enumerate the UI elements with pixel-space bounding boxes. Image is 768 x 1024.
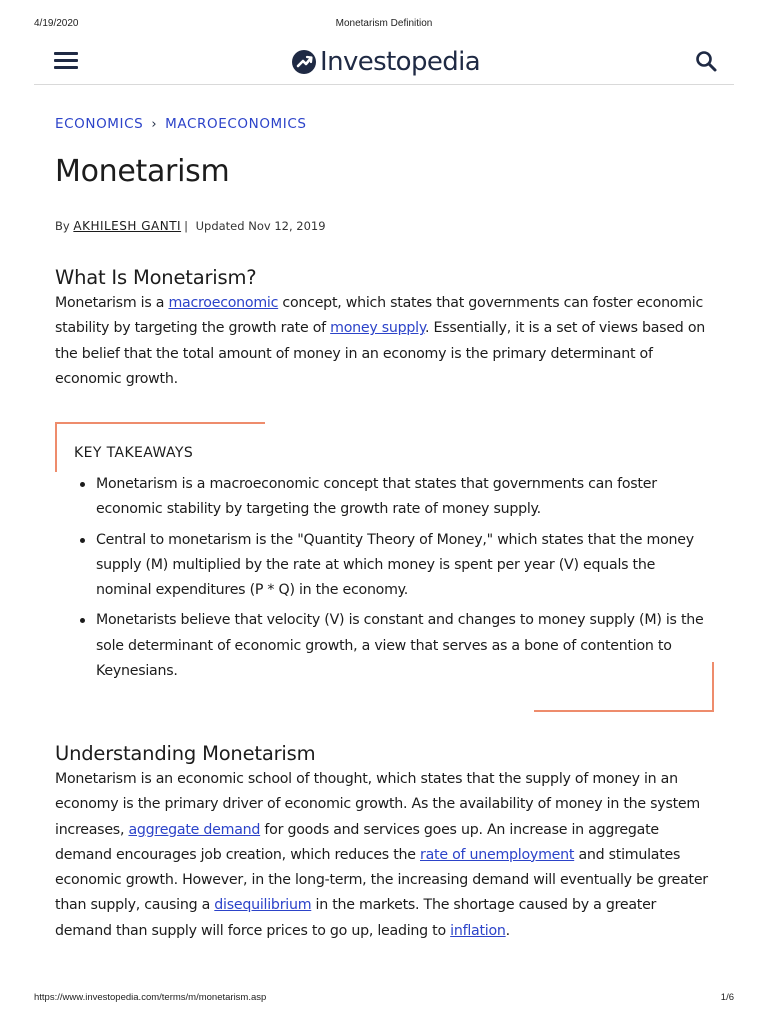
key-takeaways-list xyxy=(74,472,704,689)
investopedia-logo[interactable] xyxy=(292,46,480,78)
site-header xyxy=(34,40,734,85)
key-takeaways-box xyxy=(55,422,714,712)
page-title: Monetarism xyxy=(55,154,230,189)
breadcrumb-item-economics[interactable]: ECONOMICS xyxy=(55,116,144,132)
updated-date: Updated Nov 12, 2019 xyxy=(195,219,326,233)
link-inflation[interactable]: inflation xyxy=(450,922,506,939)
list-item xyxy=(74,528,704,604)
logo-mark-icon xyxy=(292,50,316,74)
box-border-accent xyxy=(55,422,265,424)
bullet-icon xyxy=(80,618,85,623)
text-run: . Essentially, it is a set of views based on the belief that the total amount of money in an economy is the primary determinant of economic growth. xyxy=(55,320,705,387)
list-item xyxy=(74,608,704,684)
byline-by: By xyxy=(55,219,70,233)
list-item xyxy=(74,472,704,523)
byline-separator: | xyxy=(184,219,188,233)
text-run: concept, which states that governments can foster economic stability by targeting the growth rate of xyxy=(55,295,704,337)
print-header xyxy=(0,18,768,32)
print-date: 4/19/2020 xyxy=(34,18,79,29)
key-takeaways-title: KEY TAKEAWAYS xyxy=(74,445,194,461)
chevron-right-icon: › xyxy=(151,116,158,132)
understanding-paragraph xyxy=(55,767,715,944)
box-border-accent xyxy=(55,422,57,472)
link-money-supply[interactable]: money supply xyxy=(330,320,425,337)
intro-paragraph xyxy=(55,291,715,392)
text-run: in the markets. The shortage caused by a greater demand than supply will force prices to go up, leading to xyxy=(55,897,657,939)
bullet-icon xyxy=(80,482,85,487)
text-run: for goods and services goes up. An increase in aggregate demand encourages job creation, which reduces the xyxy=(55,821,659,863)
text-run: Monetarism is a xyxy=(55,295,169,311)
list-item-text: Central to monetarism is the "Quantity Theory of Money," which states that the money supply (M) multiplied by the rate at which money is spent per year (V) equals the nominal expenditures (P * Q) in the economy. xyxy=(96,531,694,599)
link-disequilibrium[interactable]: disequilibrium xyxy=(214,897,312,914)
text-run: . xyxy=(505,922,510,939)
section-heading-what-is: What Is Monetarism? xyxy=(55,266,257,289)
link-rate-of-unemployment[interactable]: rate of unemployment xyxy=(420,846,575,863)
logo-text: Investopedia xyxy=(320,47,481,77)
print-page-title: Monetarism Definition xyxy=(335,18,433,29)
box-border-accent xyxy=(534,710,714,712)
text-run: and stimulates economic growth. However, in the long-term, the increasing demand will eventually be greater than supply, causing a xyxy=(55,846,708,914)
link-macroeconomic[interactable]: macroeconomic xyxy=(168,295,279,311)
bullet-icon xyxy=(80,538,85,543)
breadcrumb-item-macroeconomics[interactable]: MACROECONOMICS xyxy=(165,116,307,132)
list-item-text: Monetarists believe that velocity (V) is constant and changes to money supply (M) is the sole determinant of economic growth, a view that serves as a bone of contention to Keynesians. xyxy=(96,612,704,680)
breadcrumb xyxy=(55,116,307,132)
link-aggregate-demand[interactable]: aggregate demand xyxy=(128,821,261,838)
hamburger-menu-icon[interactable] xyxy=(54,50,78,70)
search-icon[interactable] xyxy=(694,49,718,73)
box-border-accent xyxy=(712,662,714,712)
list-item-text: Monetarism is a macroeconomic concept that states that governments can foster economic stability by targeting the growth rate of money supply. xyxy=(96,476,657,518)
text-run: Monetarism is an economic school of thought, which states that the supply of money in an economy is the primary driver of economic growth. As the availability of money in the system increases, xyxy=(55,771,700,838)
print-url: https://www.investopedia.com/terms/m/monetarism.asp xyxy=(34,992,267,1003)
section-heading-understanding: Understanding Monetarism xyxy=(55,742,316,765)
byline xyxy=(55,219,326,233)
print-page-number: 1/6 xyxy=(720,992,734,1003)
print-footer xyxy=(0,992,768,1006)
author-link[interactable]: AKHILESH GANTI xyxy=(73,219,182,233)
